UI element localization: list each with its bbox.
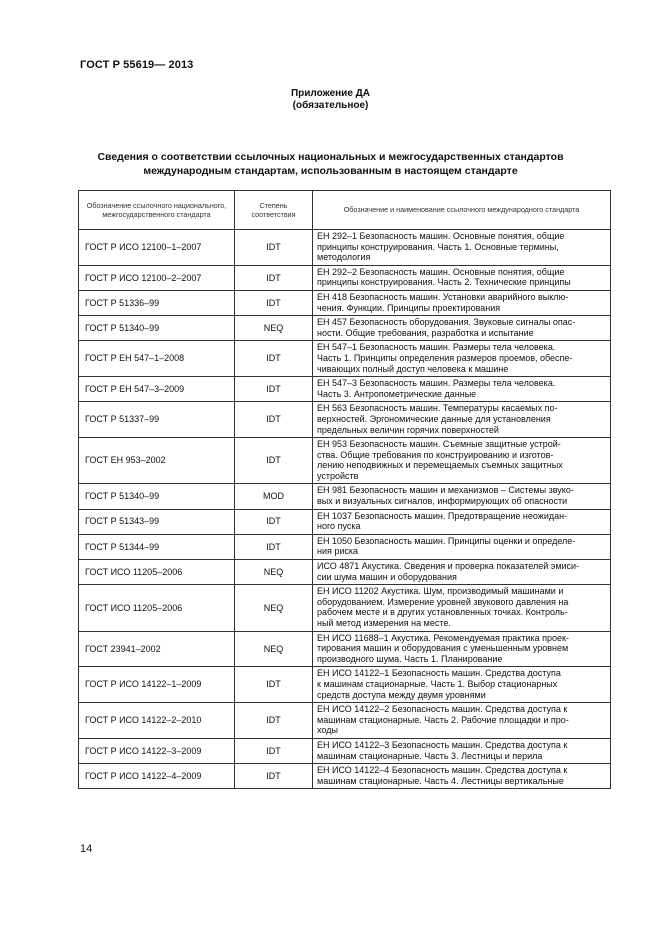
reference-line: ЕН 292–2 Безопасность машин. Основные понятия, общие	[317, 266, 565, 277]
international-standard-cell	[313, 560, 611, 585]
reference-line: ЕН 1050 Безопасность машин. Принципы оценки и определе-	[317, 535, 576, 546]
annex-subtitle: (обязательное)	[292, 100, 369, 111]
reference-line: ЕН ИСО 11688–1 Акустика. Рекомендуемая практика проек-	[317, 632, 569, 643]
reference-line: ЕН ИСО 14122–4 Безопасность машин. Средства доступа к	[317, 765, 568, 776]
table-row	[79, 764, 611, 789]
degree-cell: IDT	[235, 738, 313, 763]
international-standard-cell	[313, 534, 611, 559]
national-standard-cell: ГОСТ Р ИСО 14122–1–2009	[79, 667, 235, 703]
degree-cell: MOD	[235, 484, 313, 509]
table-row	[79, 265, 611, 290]
reference-line: ности. Общие требования, разработка и испытание	[317, 327, 534, 338]
reference-line: ного пуска	[317, 521, 361, 532]
table-row	[79, 290, 611, 315]
national-standard-cell: ГОСТ Р ИСО 14122–4–2009	[79, 764, 235, 789]
international-standard-cell	[313, 738, 611, 763]
reference-line: ИСО 4871 Акустика. Сведения и проверка показателей эмиси-	[317, 561, 580, 572]
degree-cell: IDT	[235, 265, 313, 290]
reference-line: ЕН 547–3 Безопасность машин. Размеры тела человека.	[317, 378, 556, 389]
national-standard-cell: ГОСТ Р 51340–99	[79, 316, 235, 341]
degree-cell: IDT	[235, 402, 313, 438]
reference-line: ходы	[317, 725, 338, 736]
degree-cell: IDT	[235, 667, 313, 703]
header-international-standard: Обозначение и наименование ссылочного международного стандарта	[313, 191, 611, 230]
reference-line: к машинам стационарные. Часть 1. Выбор стационарных	[317, 678, 558, 689]
header-national-standard: Обозначение ссылочного национального, межгосударственного стандарта	[79, 191, 235, 230]
table-row	[79, 230, 611, 266]
international-standard-cell	[313, 509, 611, 534]
reference-line: верхностей. Эргономические данные для установления	[317, 413, 551, 424]
national-standard-cell: ГОСТ Р ИСО 12100–2–2007	[79, 265, 235, 290]
degree-cell: IDT	[235, 341, 313, 377]
international-standard-cell	[313, 341, 611, 377]
document-header: ГОСТ Р 55619— 2013	[80, 59, 194, 71]
degree-cell: NEQ	[235, 631, 313, 667]
reference-line: ЕН 547–1 Безопасность машин. Размеры тела человека.	[317, 342, 556, 353]
reference-line: вых и визуальных сигналов, информирующих об опасности	[317, 496, 568, 507]
annex-title	[0, 88, 661, 112]
table-body	[79, 230, 611, 789]
reference-line: лению неподвижных и перемещаемых съемных защитных	[317, 460, 563, 471]
reference-line: ЕН 292–1 Безопасность машин. Основные понятия, общие	[317, 231, 565, 241]
national-standard-cell: ГОСТ Р ЕН 547–1–2008	[79, 341, 235, 377]
national-standard-cell: ГОСТ Р ИСО 12100–1–2007	[79, 230, 235, 266]
reference-line: ния риска	[317, 546, 359, 557]
reference-line: чения. Функции. Принципы проектирования	[317, 302, 501, 313]
table-row	[79, 316, 611, 341]
national-standard-cell: ГОСТ 23941–2002	[79, 631, 235, 667]
international-standard-cell	[313, 290, 611, 315]
reference-line: ЕН ИСО 14122–3 Безопасность машин. Средства доступа к	[317, 739, 568, 750]
reference-line: ный метод измерения на месте.	[317, 618, 451, 628]
reference-line: чивающих полный доступ человека к машине	[317, 363, 509, 374]
reference-line: ЕН ИСО 14122–2 Безопасность машин. Средства доступа к	[317, 704, 568, 715]
table-caption	[60, 150, 601, 178]
page-number: 14	[80, 843, 93, 855]
table-row	[79, 377, 611, 402]
table-row	[79, 560, 611, 585]
table-row	[79, 402, 611, 438]
national-standard-cell: ГОСТ Р ИСО 14122–2–2010	[79, 703, 235, 739]
national-standard-cell: ГОСТ Р 51340–99	[79, 484, 235, 509]
table-header-row	[79, 191, 611, 230]
reference-line: средств доступа между двумя уровнями	[317, 689, 486, 700]
national-standard-cell: ГОСТ Р 51343–99	[79, 509, 235, 534]
table-row	[79, 341, 611, 377]
international-standard-cell	[313, 316, 611, 341]
reference-line: принципы конструирования. Часть 2. Технические принципы	[317, 277, 571, 288]
annex-title-text: Приложение ДА	[290, 88, 371, 99]
reference-line: ЕН 981 Безопасность машин и механизмов – Системы звуко-	[317, 485, 574, 496]
degree-cell: NEQ	[235, 316, 313, 341]
international-standard-cell	[313, 265, 611, 290]
caption-line-1: Сведения о соответствии ссылочных национальных и межгосударственных стандартов	[97, 151, 564, 163]
reference-line: методология	[317, 252, 371, 263]
table-row	[79, 484, 611, 509]
national-standard-cell: ГОСТ Р 51336–99	[79, 290, 235, 315]
table-row	[79, 509, 611, 534]
table-row	[79, 667, 611, 703]
national-standard-cell: ГОСТ ЕН 953–2002	[79, 438, 235, 484]
reference-line: ЕН 1037 Безопасность машин. Предотвращение неожидан-	[317, 510, 568, 521]
table-row	[79, 438, 611, 484]
reference-line: ЕН 953 Безопасность машин. Съемные защитные устрой-	[317, 439, 561, 450]
reference-line: ЕН 563 Безопасность машин. Температуры касаемых по-	[317, 403, 558, 414]
international-standard-cell	[313, 703, 611, 739]
degree-cell: IDT	[235, 438, 313, 484]
international-standard-cell	[313, 438, 611, 484]
national-standard-cell: ГОСТ Р ИСО 14122–3–2009	[79, 738, 235, 763]
degree-cell: NEQ	[235, 560, 313, 585]
national-standard-cell: ГОСТ ИСО 11205–2006	[79, 560, 235, 585]
degree-cell: IDT	[235, 764, 313, 789]
reference-line: ства. Общие требования по конструированию и изготов-	[317, 449, 554, 460]
international-standard-cell	[313, 484, 611, 509]
national-standard-cell: ГОСТ Р ЕН 547–3–2009	[79, 377, 235, 402]
international-standard-cell	[313, 631, 611, 667]
reference-line: ЕН ИСО 11202 Акустика. Шум, производимый машинами и	[317, 586, 564, 597]
reference-line: производного шума. Часть 1. Планирование	[317, 653, 503, 664]
reference-line: машинам стационарные. Часть 4. Лестницы вертикальные	[317, 775, 564, 786]
international-standard-cell	[313, 402, 611, 438]
international-standard-cell	[313, 230, 611, 266]
degree-cell: IDT	[235, 290, 313, 315]
international-standard-cell	[313, 585, 611, 631]
reference-line: рабочем месте и в других установленных точках. Контроль-	[317, 607, 568, 618]
reference-line: ЕН 418 Безопасность машин. Установки аварийного выклю-	[317, 291, 569, 302]
reference-line: принципы конструирования. Часть 1. Основные термины,	[317, 241, 559, 252]
reference-line: предельных величин горячих поверхностей	[317, 424, 499, 435]
reference-line: тирования машин и оборудования с уменьшенным уровнем	[317, 643, 569, 654]
table-row	[79, 631, 611, 667]
reference-line: Часть 1. Принципы определения размеров проемов, обеспе-	[317, 352, 573, 363]
degree-cell: IDT	[235, 377, 313, 402]
conformity-table	[78, 190, 611, 789]
reference-line: оборудованием. Измерение уровней звукового давления на	[317, 596, 569, 607]
national-standard-cell: ГОСТ Р 51344–99	[79, 534, 235, 559]
international-standard-cell	[313, 667, 611, 703]
table-row	[79, 585, 611, 631]
degree-cell: IDT	[235, 534, 313, 559]
national-standard-cell: ГОСТ Р 51337–99	[79, 402, 235, 438]
caption-line-2: международным стандартам, использованным в настоящем стандарте	[143, 165, 518, 177]
degree-cell: IDT	[235, 509, 313, 534]
international-standard-cell	[313, 377, 611, 402]
degree-cell: NEQ	[235, 585, 313, 631]
reference-line: машинам стационарные. Часть 2. Рабочие площадки и про-	[317, 714, 569, 725]
degree-cell: IDT	[235, 703, 313, 739]
header-degree: Степень соответствия	[235, 191, 313, 230]
reference-line: ЕН ИСО 14122–1 Безопасность машин. Средства доступа	[317, 668, 561, 679]
reference-line: ЕН 457 Безопасность оборудования. Звуковые сигналы опас-	[317, 317, 576, 328]
national-standard-cell: ГОСТ ИСО 11205–2006	[79, 585, 235, 631]
reference-line: сии шума машин и оборудования	[317, 571, 457, 582]
table-row	[79, 738, 611, 763]
international-standard-cell	[313, 764, 611, 789]
degree-cell: IDT	[235, 230, 313, 266]
reference-line: машинам стационарные. Часть 3. Лестницы и перила	[317, 750, 543, 761]
reference-line: Часть 3. Антропометрические данные	[317, 388, 477, 399]
table-row	[79, 534, 611, 559]
reference-line: устройств	[317, 470, 359, 481]
table-row	[79, 703, 611, 739]
